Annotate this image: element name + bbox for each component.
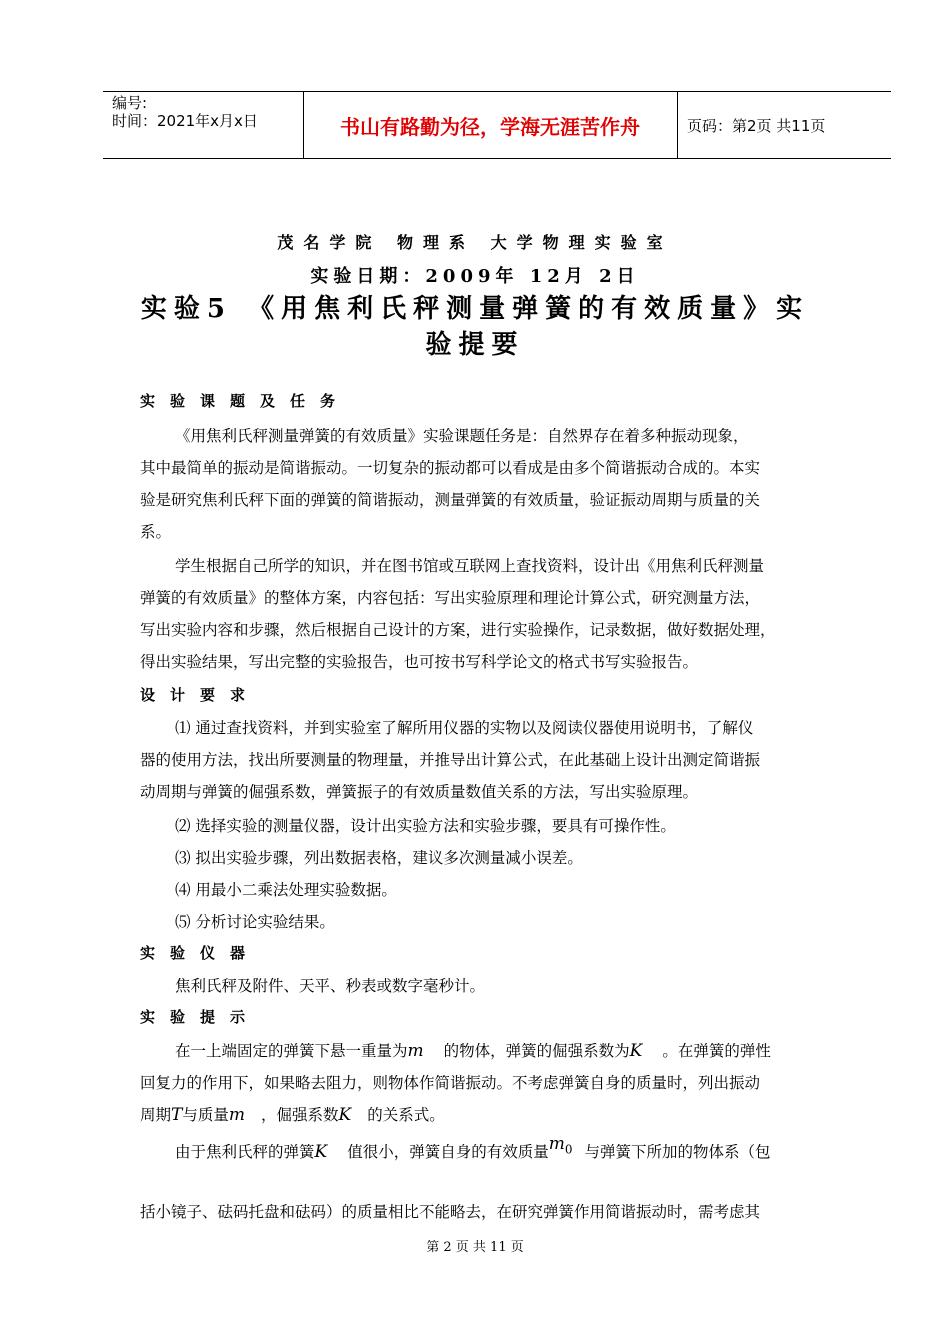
header-motto: 书山有路勤为径，学海无涯苦作舟 (340, 114, 640, 139)
experiment-date: 实验日期：2009年 12月 2日 (310, 266, 640, 287)
hint-line-2: 回复力的作用下，如果略去阻力，则物体作简谐振动。不考虑弹簧自身的质量时，列出振动 (140, 1074, 761, 1092)
institution-title: 茂名学院 物理系 大学物理实验室 (277, 233, 673, 252)
symbol-K: K (629, 1041, 643, 1061)
hint-text: 在一上端固定的弹簧下悬一重量为 (175, 1042, 408, 1060)
section-heading-task: 实验课题及任务 (140, 392, 351, 410)
symbol-K: K (338, 1105, 352, 1125)
header-meta (112, 94, 258, 130)
symbol-T: T (171, 1105, 183, 1125)
header-table (103, 91, 891, 159)
main-title-line1: 实验5 《用焦利氏秤测量弹簧的有效质量》实 (140, 294, 810, 324)
symbol-m0 (548, 1134, 573, 1157)
section-heading-design: 设计要求 (140, 686, 261, 704)
header-divider (677, 92, 678, 158)
paragraph-line: 其中最简单的振动是简谐振动。一切复杂的振动都可以看成是由多个简谐振动合成的。本实 (140, 459, 761, 477)
page-footer: 第 2 页 共 11 页 (426, 1240, 524, 1255)
paragraph-line: 写出实验内容和步骤，然后根据自己设计的方案，进行实验操作，记录数据，做好数据处理， (140, 621, 776, 639)
symbol-K: K (314, 1142, 328, 1162)
section-heading-hints: 实验提示 (140, 1008, 261, 1026)
paragraph-line: 得出实验结果，写出完整的实验报告，也可按书写科学论文的格式书写实验报告。 (140, 653, 699, 671)
hint-text: 的关系式。 (367, 1106, 445, 1124)
instruments-text: 焦利氏秤及附件、天平、秒表或数字毫秒计。 (175, 977, 486, 995)
hint-text: ，倔强系数 (261, 1106, 339, 1124)
list-item: ⑴ 通过查找资料，并到实验室了解所用仪器的实物以及阅读仪器使用说明书，了解仪 (175, 719, 754, 737)
hint-text: 值很小，弹簧自身的有效质量 (347, 1143, 549, 1161)
list-item: ⑸ 分析讨论实验结果。 (175, 913, 335, 931)
header-page-info: 页码：第2页 共11页 (687, 116, 826, 135)
hint-text: 。在弹簧的弹性 (662, 1042, 771, 1060)
hint-line-1 (175, 1039, 771, 1061)
main-title-line2: 验提要 (425, 330, 525, 360)
list-item: ⑷ 用最小二乘法处理实验数据。 (175, 881, 397, 899)
hint-text: 由于焦利氏秤的弹簧 (175, 1143, 315, 1161)
list-item-continued: 动周期与弹簧的倔强系数，弹簧振子的有效质量数值关系的方法，写出实验原理。 (140, 783, 699, 801)
list-item: ⑶ 拟出实验步骤，列出数据表格，建议多次测量减小误差。 (175, 849, 583, 867)
paragraph-line: 验是研究焦利氏秤下面的弹簧的简谐振动，测量弹簧的有效质量，验证振动周期与质量的关 (140, 491, 761, 509)
time-label: 时间：2021年x月x日 (112, 112, 258, 130)
symbol-m0-base: m (548, 1134, 565, 1154)
hint-text: 与弹簧下所加的物体系（包 (584, 1143, 771, 1161)
paragraph-line: 系。 (140, 523, 172, 541)
section-heading-instruments: 实验仪器 (140, 944, 261, 962)
symbol-m: m (407, 1041, 424, 1061)
hint-text: 与质量 (182, 1106, 229, 1124)
paragraph-line: 《用焦利氏秤测量弹簧的有效质量》实验课题任务是：自然界存在着多种振动现象， (175, 427, 749, 445)
paragraph-line: 学生根据自己所学的知识，并在图书馆或互联网上查找资料，设计出《用焦利氏秤测量 (175, 557, 765, 575)
hint-line-5: 括小镜子、砝码托盘和砝码）的质量相比不能略去，在研究弹簧作用简谐振动时，需考虑其 (140, 1203, 761, 1221)
hint-text: 的物体，弹簧的倔强系数为 (443, 1042, 630, 1060)
number-label: 编号: (112, 94, 148, 112)
list-item: ⑵ 选择实验的测量仪器，设计出实验方法和实验步骤，要具有可操作性。 (175, 817, 676, 835)
list-item-continued: 器的使用方法，找出所要测量的物理量，并推导出计算公式，在此基础上设计出测定简谐振 (140, 751, 761, 769)
hint-line-3 (140, 1103, 445, 1125)
hint-text: 周期 (140, 1106, 172, 1124)
hint-line-4 (175, 1134, 771, 1164)
paragraph-line: 弹簧的有效质量》的整体方案，内容包括：写出实验原理和理论计算公式，研究测量方法， (140, 589, 761, 607)
symbol-m0-sub: 0 (564, 1142, 573, 1157)
symbol-m: m (228, 1105, 245, 1125)
